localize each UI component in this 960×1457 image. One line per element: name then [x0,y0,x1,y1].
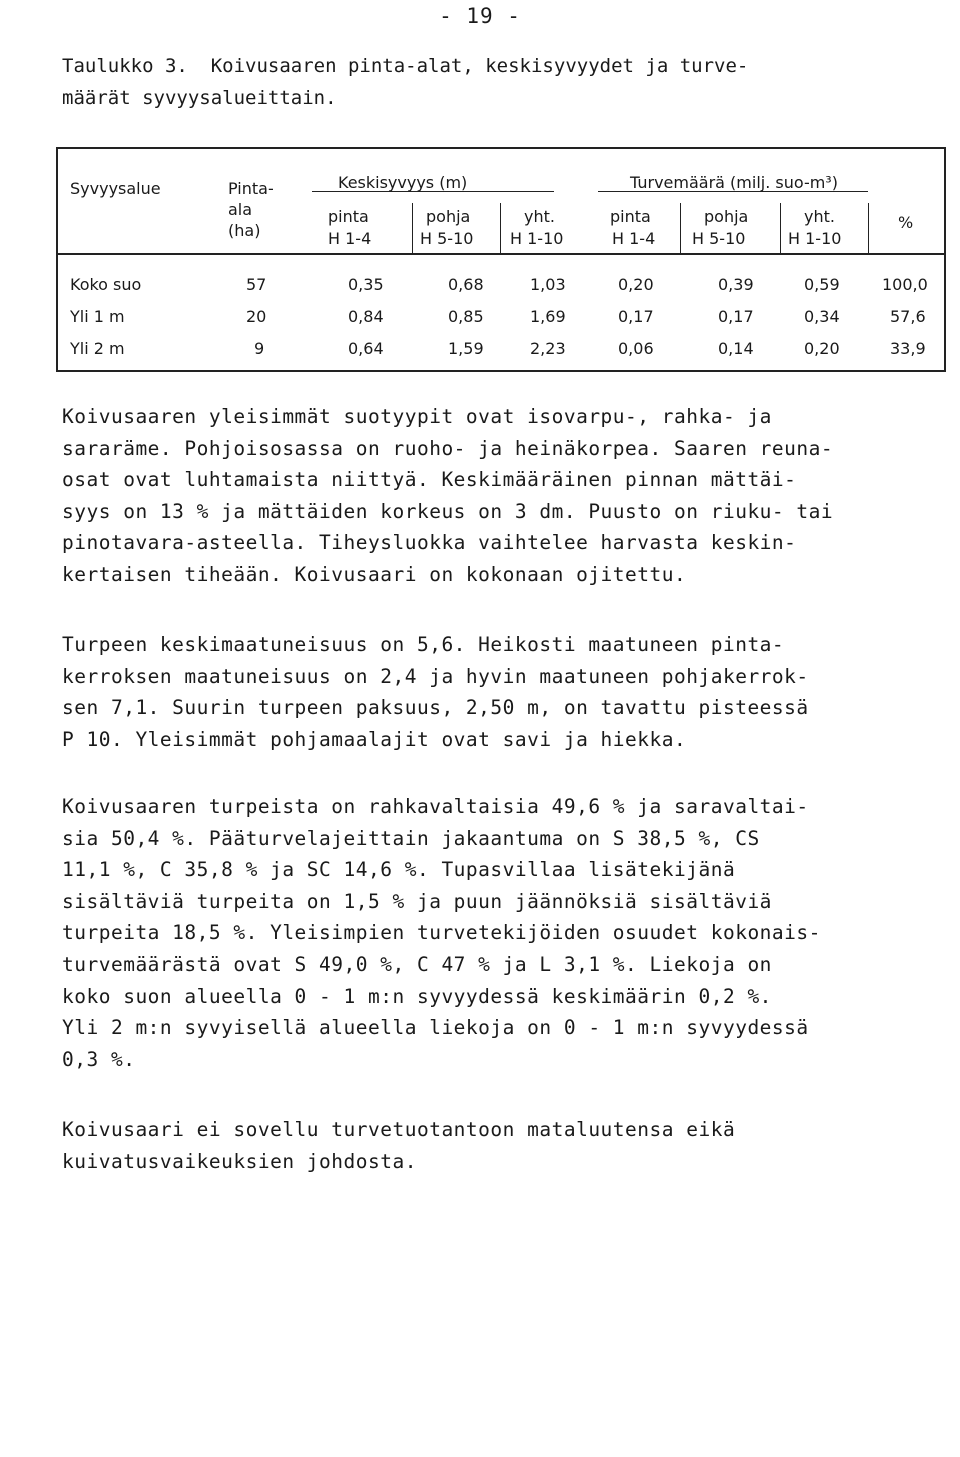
cell-ks-pohja: 0,85 [448,307,484,326]
header-ks-yht: yht. [524,207,555,226]
caption-line-1: Taulukko 3. Koivusaaren pinta-alat, keskisyvyydet ja turve- [62,55,749,77]
text-line: turvemäärästä ovat S 49,0 %, C 47 % ja L 3,1 %. Liekoja on [62,952,772,976]
cell-tm-pinta: 0,06 [618,339,654,358]
header-tm-yht: yht. [804,207,835,226]
text-line: Koivusaaren yleisimmät suotyypit ovat isovarpu-, rahka- ja [62,405,772,428]
text-line: koko suon alueella 0 - 1 m:n syvyydessä keskimäärin 0,2 %. [62,984,772,1008]
text-line: P 10. Yleisimmät pohjamaalajit ovat savi ja hiekka. [62,727,687,751]
header-tm-pohja: pohja [704,207,749,226]
paragraph-johtopaatos [62,1114,942,1177]
cell-ks-pinta: 0,64 [348,339,384,358]
text-line: sen 7,1. Suurin turpeen paksuus, 2,50 m, on tavattu pisteessä [62,696,809,720]
header-syvyysalue: Syvyysalue [70,179,161,198]
header-percent: % [898,213,914,232]
header-keskisyvyys: Keskisyvyys (m) [338,173,468,192]
vrule-5 [868,203,869,253]
text-line: 11,1 %, C 35,8 % ja SC 14,6 %. Tupasvillaa lisätekijänä [62,858,736,882]
vrule-3 [680,203,681,253]
text-line: kertaisen tiheään. Koivusaari on kokonaan ojitettu. [62,562,687,586]
text-line: kuivatusvaikeuksien johdosta. [62,1149,417,1173]
cell-pinta-ala: 20 [246,307,267,326]
header-pinta-ala-3: (ha) [228,221,261,240]
row-label: Yli 1 m [70,307,125,326]
cell-ks-yht: 1,03 [530,275,566,294]
text-line: Koivusaaren turpeista on rahkavaltaisia 49,6 % ja saravaltai- [62,795,809,818]
cell-ks-pinta: 0,84 [348,307,384,326]
paragraph-suotyypit [62,401,942,591]
paragraph-maatuneisuus [62,629,942,755]
header-tm-pinta: pinta [610,207,651,226]
header-tm-pinta-h: H 1-4 [612,229,656,248]
cell-percent: 100,0 [882,275,928,294]
cell-tm-pinta: 0,17 [618,307,654,326]
paragraph-turvelajit [62,791,942,1075]
cell-tm-yht: 0,34 [804,307,840,326]
data-table [56,147,946,372]
cell-tm-pohja: 0,17 [718,307,754,326]
text-line: turpeita 18,5 %. Yleisimpien turvetekijöiden osuudet kokonais- [62,921,821,945]
vrule-1 [412,203,413,253]
text-line: osat ovat luhtamaista niittyä. Keskimääräinen pinnan mättäi- [62,468,797,492]
header-ks-yht-h: H 1-10 [510,229,564,248]
text-line: Koivusaari ei sovellu turvetuotantoon mataluutensa eikä [62,1118,736,1141]
cell-percent: 57,6 [890,307,926,326]
vrule-2 [500,203,501,253]
cell-ks-yht: 1,69 [530,307,566,326]
text-line: kerroksen maatuneisuus on 2,4 ja hyvin maatuneen pohjakerrok- [62,664,809,688]
text-line: syys on 13 % ja mättäiden korkeus on 3 dm. Puusto on riuku- tai [62,499,834,523]
text-line: 0,3 %. [62,1047,136,1071]
cell-ks-pohja: 0,68 [448,275,484,294]
header-ks-pohja: pohja [426,207,471,226]
text-line: sia 50,4 %. Pääturvelajeittain jakaantuma on S 38,5 %, CS [62,826,760,850]
cell-tm-yht: 0,59 [804,275,840,294]
cell-pinta-ala: 9 [254,339,265,358]
vrule-4 [780,203,781,253]
text-line: pinotavara-asteella. Tiheysluokka vaihtelee harvasta keskin- [62,531,797,555]
header-pinta-ala-1: Pinta- [228,179,274,198]
cell-percent: 33,9 [890,339,926,358]
cell-ks-pinta: 0,35 [348,275,384,294]
caption-line-2: määrät syvyysalueittain. [62,87,337,109]
cell-ks-pohja: 1,59 [448,339,484,358]
header-pinta-ala-2: ala [228,200,253,219]
cell-tm-pinta: 0,20 [618,275,654,294]
header-tm-pohja-h: H 5-10 [692,229,746,248]
row-label: Koko suo [70,275,142,294]
text-line: Turpeen keskimaatuneisuus on 5,6. Heikosti maatuneen pinta- [62,633,785,656]
rule-header-bottom [58,253,944,255]
header-turvemaara: Turvemäärä (milj. suo-m³) [630,173,838,192]
cell-ks-yht: 2,23 [530,339,566,358]
header-ks-pohja-h: H 5-10 [420,229,474,248]
cell-tm-pohja: 0,39 [718,275,754,294]
text-line: sisältäviä turpeita on 1,5 % ja puun jäännöksiä sisältäviä [62,889,772,913]
header-ks-pinta: pinta [328,207,369,226]
row-label: Yli 2 m [70,339,125,358]
cell-pinta-ala: 57 [246,275,267,294]
header-ks-pinta-h: H 1-4 [328,229,372,248]
text-line: sararäme. Pohjoisosassa on ruoho- ja heinäkorpea. Saaren reuna- [62,436,834,460]
header-tm-yht-h: H 1-10 [788,229,842,248]
table-caption [62,50,922,114]
page-number: - 19 - [439,4,521,28]
text-line: Yli 2 m:n syvyisellä alueella liekoja on 0 - 1 m:n syvyydessä [62,1016,809,1040]
cell-tm-pohja: 0,14 [718,339,754,358]
cell-tm-yht: 0,20 [804,339,840,358]
